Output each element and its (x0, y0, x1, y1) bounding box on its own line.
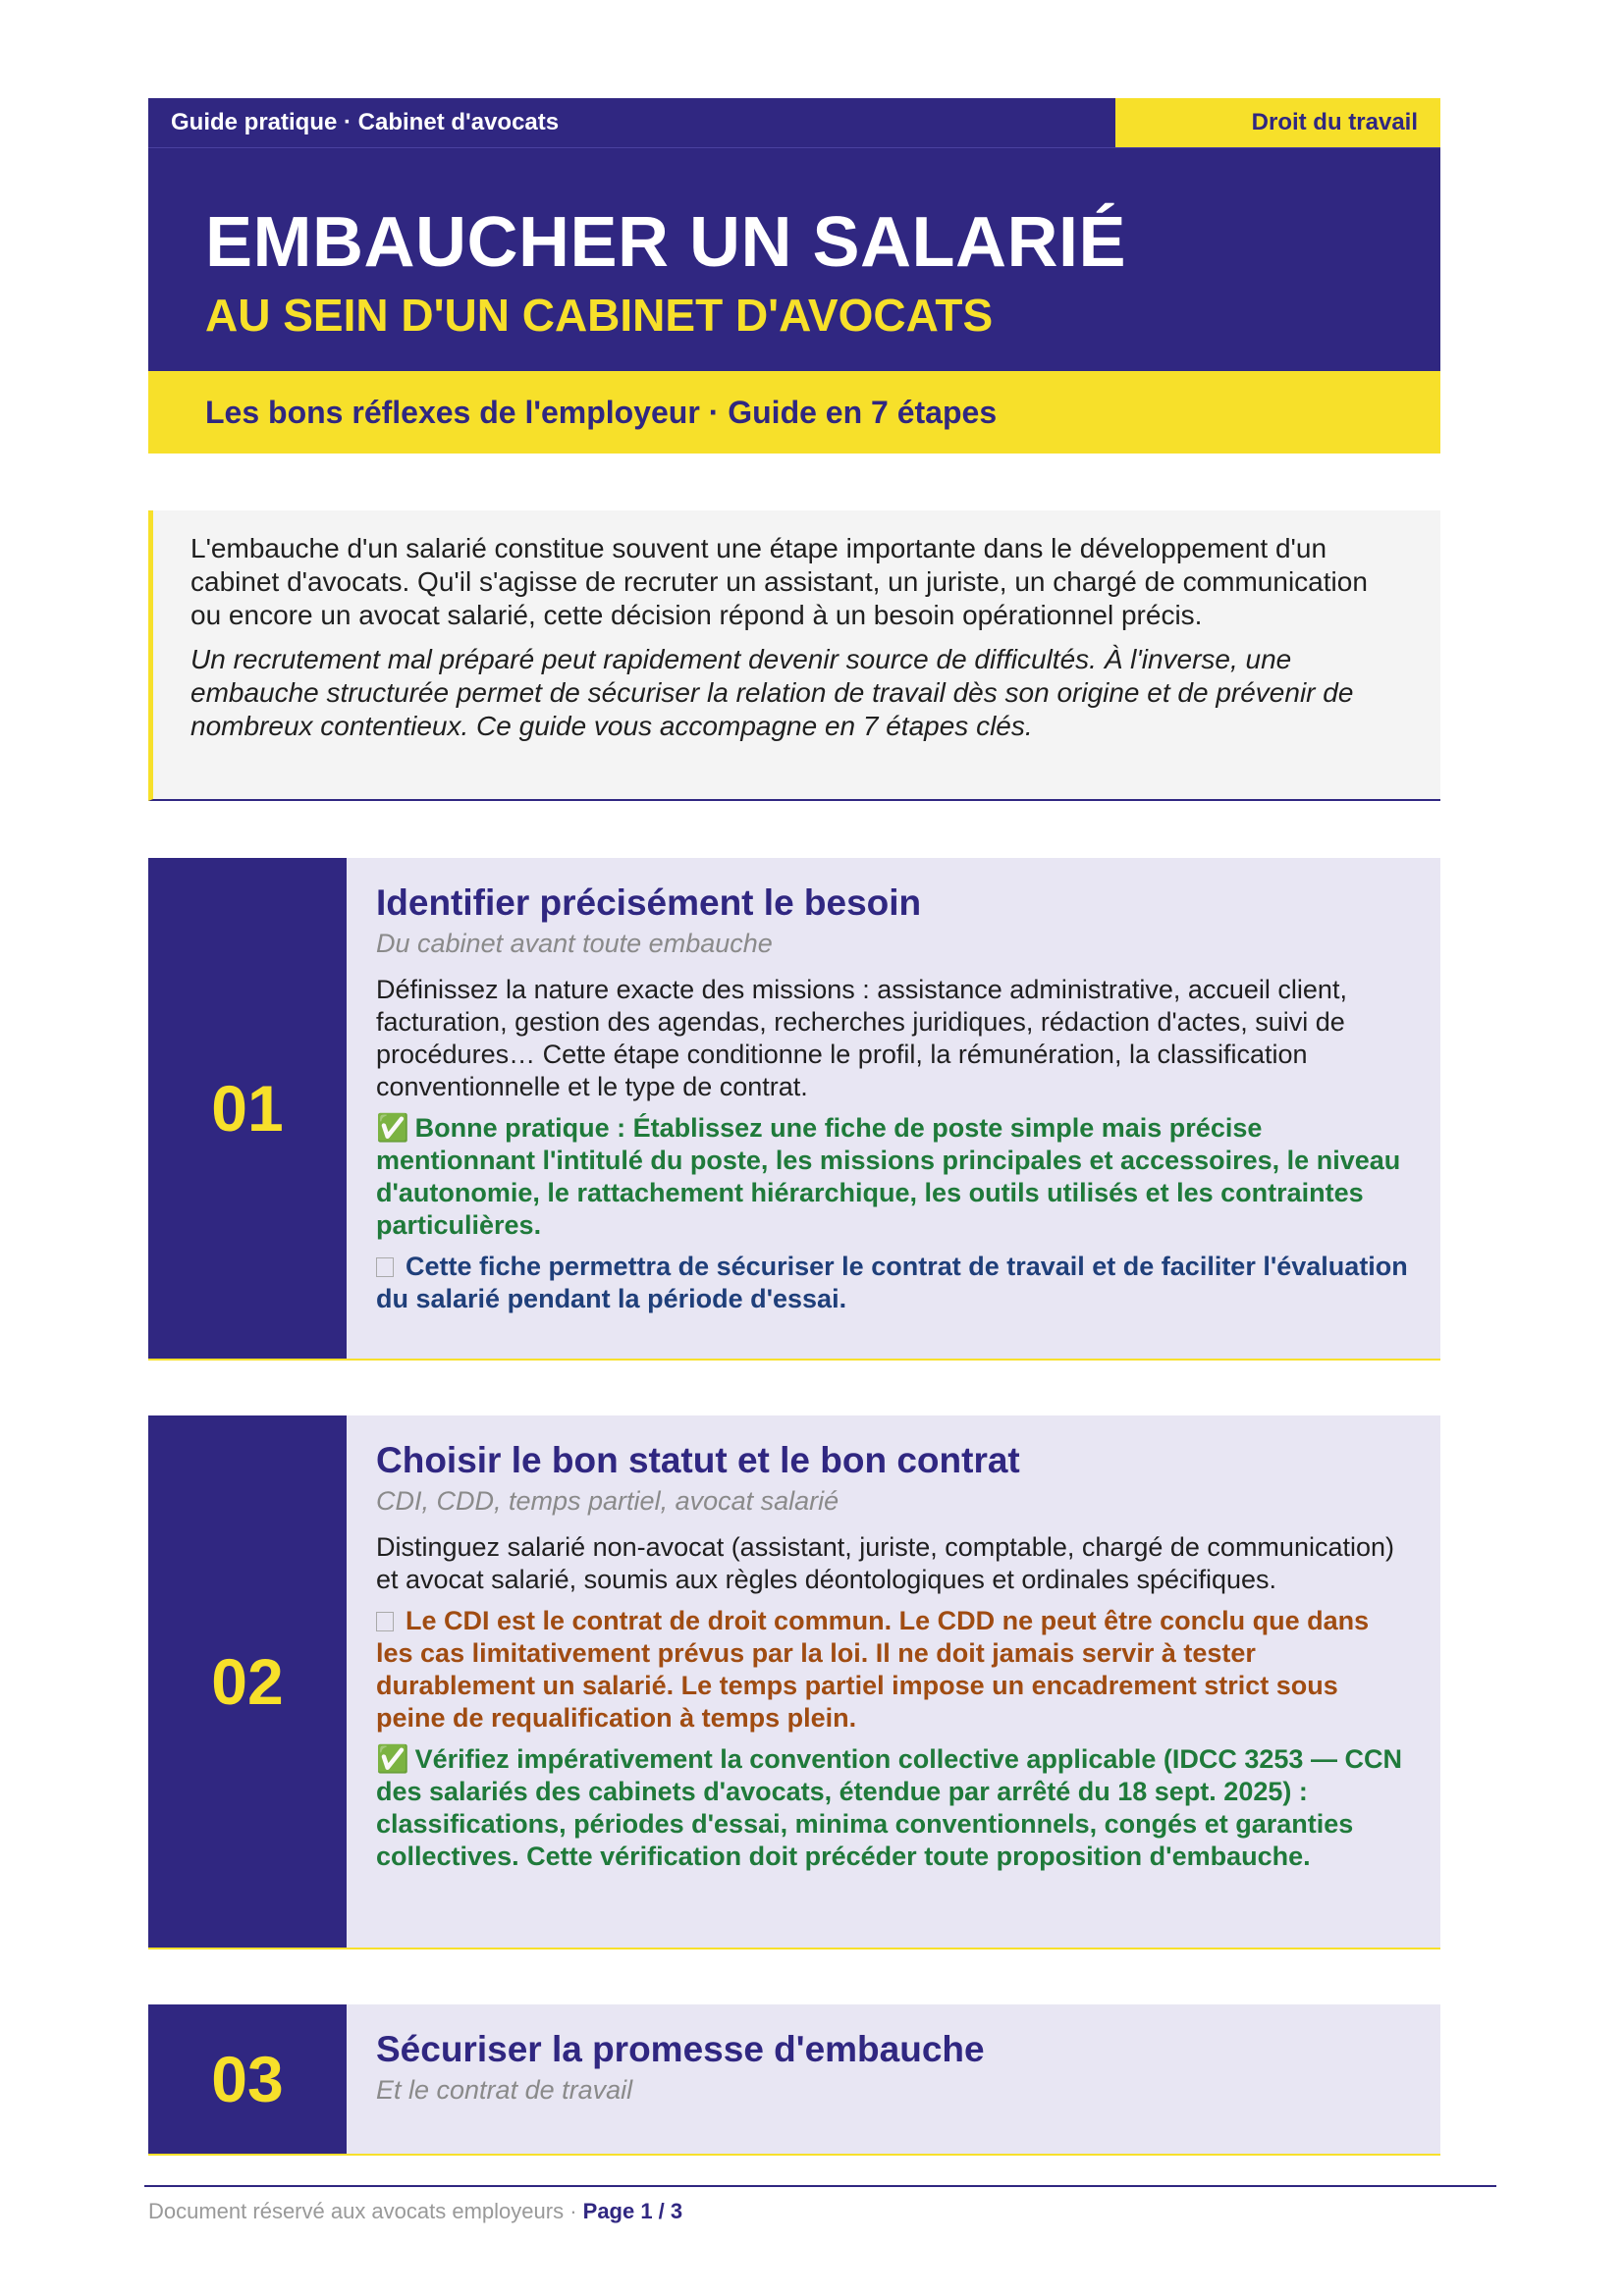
step-body (347, 1415, 1440, 1948)
step-subtitle: Et le contrat de travail (376, 2075, 633, 2105)
callout-text: Vérifiez impérativement la convention collective applicable (IDCC 3253 — CCN des salariés des cabinets d'avocats, étendue par arrêté du 18 sept. 2025) : classifications, périodes d'essai, minima conventionnels, congés et garanties collectives. Cette vérification doit précéder toute proposition d'embauche. (376, 1744, 1402, 1871)
step-number: 02 (148, 1415, 347, 1948)
page-number: Page 1 / 3 (582, 2199, 683, 2223)
intro-box (148, 510, 1440, 801)
best-practice-callout (376, 1112, 1411, 1242)
step-number: 01 (148, 858, 347, 1359)
step-card-02 (148, 1415, 1440, 1949)
top-bar-left-label: Guide pratique · Cabinet d'avocats (148, 98, 1115, 147)
document-subtitle: AU SEIN D'UN CABINET D'AVOCATS (205, 290, 994, 341)
hero-banner (148, 147, 1440, 371)
callout-text: Le CDI est le contrat de droit commun. Le CDD ne peut être conclu que dans les cas limitativement prévus par la loi. Il ne doit jamais servir à tester durablement un salarié. Le temps partiel impose un encadrement strict sous peine de requalification à temps plein. (376, 1606, 1370, 1733)
step-title: Sécuriser la promesse d'embauche (376, 2029, 985, 2069)
check-icon: ✅ (376, 1744, 409, 1774)
intro-paragraph: L'embauche d'un salarié constitue souvent une étape importante dans le développement d'un cabinet d'avocats. Qu'il s'agisse de recruter un assistant, un juriste, un chargé de communication ou encore un avocat salarié, cette décision répond à un besoin opérationnel précis. (190, 533, 1368, 630)
step-card-01 (148, 858, 1440, 1361)
missing-glyph-icon (376, 1257, 394, 1277)
document-title: EMBAUCHER UN SALARIÉ (205, 203, 1127, 282)
step-number: 03 (148, 2004, 347, 2154)
step-body (347, 858, 1440, 1359)
footer-divider (144, 2185, 1496, 2187)
warning-callout (376, 1605, 1411, 1735)
step-title: Choisir le bon statut et le bon contrat (376, 1440, 1020, 1480)
tagline-band: Les bons réflexes de l'employeur · Guide en 7 étapes (148, 371, 1440, 454)
step-text: Distinguez salarié non-avocat (assistant, juriste, comptable, chargé de communication) et avocat salarié, soumis aux règles déontologiques et ordinales spécifiques. (376, 1532, 1394, 1594)
callout-text: Bonne pratique : Établissez une fiche de poste simple mais précise mentionnant l'intitulé du poste, les missions principales et accessoires, le niveau d'autonomie, le rattachement hiérarchique, les outils utilisés et les contraintes particulières. (376, 1113, 1401, 1240)
intro-italic-paragraph: Un recrutement mal préparé peut rapidement devenir source de difficultés. À l'inverse, une embauche structurée permet de sécuriser la relation de travail dès son origine et de prévenir de nombreux contentieux. Ce guide vous accompagne en 7 étapes clés. (190, 644, 1354, 741)
info-callout (376, 1251, 1411, 1315)
step-subtitle: Du cabinet avant toute embauche (376, 929, 773, 958)
step-subtitle: CDI, CDD, temps partiel, avocat salarié (376, 1486, 839, 1516)
missing-glyph-icon (376, 1612, 394, 1631)
step-text: Définissez la nature exacte des missions : assistance administrative, accueil client, facturation, gestion des agendas, recherches juridiques, rédaction d'actes, suivi de procédures… Cette étape conditionne le profil, la rémunération, la classification conventionnelle et le type de contrat. (376, 975, 1347, 1101)
check-callout (376, 1743, 1411, 1873)
step-title: Identifier précisément le besoin (376, 882, 922, 923)
step-body (347, 2004, 1440, 2154)
top-bar-category-label: Droit du travail (1115, 98, 1440, 147)
callout-text: Cette fiche permettra de sécuriser le contrat de travail et de faciliter l'évaluation du salarié pendant la période d'essai. (376, 1252, 1408, 1313)
footer (148, 2199, 682, 2224)
footer-text: Document réservé aux avocats employeurs · (148, 2199, 583, 2223)
step-card-03 (148, 2004, 1440, 2156)
check-icon: ✅ (376, 1113, 409, 1143)
top-bar (148, 98, 1440, 147)
